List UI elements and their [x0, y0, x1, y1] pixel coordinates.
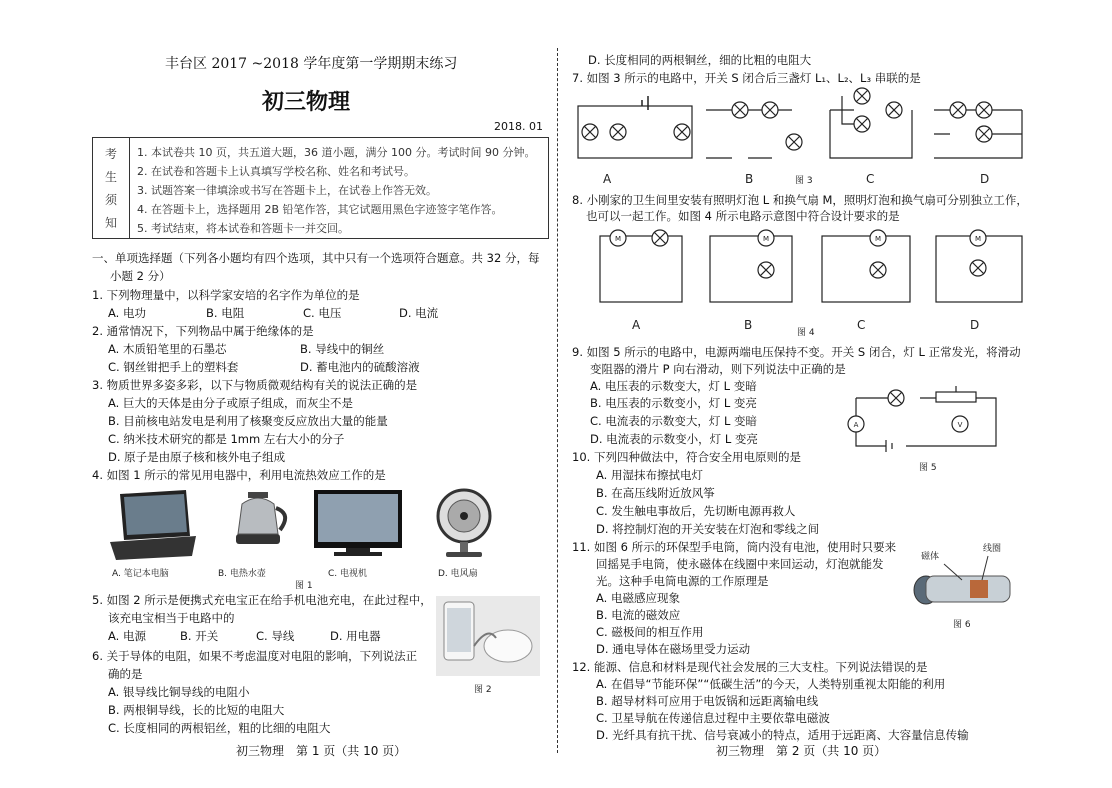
- figure-label: 图 6: [953, 620, 971, 630]
- option-label: D: [970, 318, 980, 332]
- figure-label: 图 2: [474, 685, 492, 695]
- option-label: D: [980, 172, 990, 186]
- notice-label: [93, 138, 130, 238]
- option: A. 用湿抹布擦拭电灯: [596, 468, 703, 482]
- figure-caption: C. 电视机: [328, 569, 368, 579]
- option: B. 电阻: [206, 306, 245, 320]
- option-label: C: [857, 318, 866, 332]
- option: A. 巨大的天体是由分子或原子组成，而灰尘不是: [108, 396, 353, 410]
- option: A. 电源: [108, 629, 146, 643]
- question-6-cont: 确的是: [108, 667, 143, 681]
- question-11-cont: 光。这种手电筒电源的工作原理是: [596, 574, 769, 588]
- option: C. 磁极间的相互作用: [596, 625, 704, 639]
- exam-date: 2018. 01: [494, 120, 543, 133]
- page-title: 初三物理: [262, 89, 351, 115]
- notice-item: 3. 试题答案一律填涂或书写在答题卡上，在试卷上作答无效。: [137, 184, 437, 197]
- option: C. 导线: [256, 629, 295, 643]
- option: D. 通电导体在磁场里受力运动: [596, 642, 751, 656]
- option: A. 银导线比铜导线的电阻小: [108, 685, 250, 699]
- section-heading-cont: 小题 2 分）: [110, 269, 171, 283]
- notice-label-char: 知: [104, 216, 117, 230]
- laptop-image: [110, 490, 196, 560]
- option: B. 电压表的示数变小，灯 L 变亮: [590, 396, 757, 410]
- question-3: 3. 物质世界多姿多彩，以下与物质微观结构有关的说法正确的是: [92, 378, 418, 392]
- option: D. 光纤具有抗干扰、信号衰减小的特点，适用于远距离、大容量信息传输: [596, 728, 969, 742]
- figure-annotation: 线圈: [983, 544, 1002, 554]
- figure-2-powerbank: [436, 596, 540, 676]
- notice-item: 1. 本试卷共 10 页，共五道大题，36 道小题，满分 100 分。考试时间 90 分钟。: [137, 146, 536, 159]
- question-11-cont: 回摇晃手电筒，使永磁体在线圈中来回运动，灯泡就能发: [596, 557, 884, 571]
- notice-item: 5. 考试结束，将本试卷和答题卡一并交回。: [137, 222, 349, 235]
- notice-item: 4. 在答题卡上，选择题用 2B 铅笔作答，其它试题用黑色字迹签字笔作答。: [137, 203, 503, 216]
- option: B. 目前核电站发电是利用了核聚变反应放出大量的能量: [108, 414, 388, 428]
- figure-4-circuits: [590, 226, 1030, 310]
- question-10: 10. 下列四种做法中，符合安全用电原则的是: [572, 450, 801, 464]
- svg-text:M: M: [974, 235, 982, 243]
- option: B. 两根铜导线，长的比短的电阻大: [108, 703, 285, 717]
- figure-caption: D. 电风扇: [438, 569, 478, 579]
- figure-label: 图 4: [797, 328, 815, 338]
- option-label: B: [744, 318, 753, 332]
- figure-3-circuits: [572, 86, 1032, 182]
- tv-image: [314, 490, 402, 556]
- notice-label-char: 须: [104, 193, 117, 207]
- question-12: 12. 能源、信息和材料是现代社会发展的三大支柱。下列说法错误的是: [572, 660, 928, 674]
- question-5-cont: 该充电宝相当于电路中的: [108, 611, 235, 625]
- exam-school-title: 丰台区 2017 ~2018 学年度第一学期期末练习: [165, 56, 458, 72]
- option: D. 电流表的示数变小，灯 L 变亮: [590, 432, 758, 446]
- option: D. 将控制灯泡的开关安装在灯泡和零线之间: [596, 522, 820, 536]
- question-11: 11. 如图 6 所示的环保型手电筒，筒内没有电池，使用时只要来: [572, 540, 897, 554]
- option: C. 电流表的示数变大，灯 L 变暗: [590, 414, 758, 428]
- option: D. 用电器: [330, 629, 381, 643]
- question-2: 2. 通常情况下，下列物品中属于绝缘体的是: [92, 324, 314, 338]
- option: C. 纳米技术研究的都是 1mm 左右大小的分子: [108, 432, 345, 446]
- question-4: 4. 如图 1 所示的常见用电器中，利用电流热效应工作的是: [92, 468, 386, 482]
- notice-item: 2. 在试卷和答题卡上认真填写学校名称、姓名和考试号。: [137, 165, 415, 178]
- question-8: 8. 小刚家的卫生间里安装有照明灯泡 L 和换气扇 M，照明灯泡和换气扇可分别独立工作，: [572, 193, 1028, 207]
- question-8-cont: 也可以一起工作。如图 4 所示电路示意图中符合设计要求的是: [586, 209, 900, 223]
- question-6: 6. 关于导体的电阻，如果不考虑温度对电阻的影响，下列说法正: [92, 649, 418, 663]
- figure-label: 图 3: [795, 176, 813, 186]
- figure-caption: A. 笔记本电脑: [112, 569, 169, 579]
- kettle-image: [236, 492, 285, 544]
- question-9: 9. 如图 5 所示的电路中，电源两端电压保持不变。开关 S 闭合，灯 L 正常发光，将滑动: [572, 345, 1021, 359]
- option: A. 电磁感应现象: [596, 591, 680, 605]
- fan-image: [438, 490, 490, 557]
- option: A. 在倡导“节能环保”“低碳生活”的今天，人类特别重视太阳能的利用: [596, 677, 946, 691]
- question-5: 5. 如图 2 所示是便携式充电宝正在给手机电池充电，在此过程中，: [92, 593, 432, 607]
- option: B. 导线中的铜丝: [300, 342, 385, 356]
- option: D. 长度相同的两根铜丝，细的比粗的电阻大: [588, 53, 812, 67]
- option: B. 电流的磁效应: [596, 608, 681, 622]
- svg-text:M: M: [762, 235, 770, 243]
- option-label: C: [866, 172, 875, 186]
- section-heading: 一、单项选择题（下列各小题均有四个选项，其中只有一个选项符合题意。共 32 分，每: [92, 251, 540, 265]
- notice-label-char: 生: [104, 170, 117, 184]
- option: A. 电功: [108, 306, 146, 320]
- option-label: B: [745, 172, 754, 186]
- option: C. 长度相同的两根铝丝，粗的比细的电阻大: [108, 721, 331, 735]
- figure-annotation: 磁体: [921, 552, 940, 562]
- figure-5-circuit: [846, 380, 1006, 464]
- option: D. 蓄电池内的硫酸溶液: [300, 360, 420, 374]
- question-7: 7. 如图 3 所示的电路中，开关 S 闭合后三盏灯 L₁、L₂、L₃ 串联的是: [572, 71, 921, 85]
- question-1: 1. 下列物理量中，以科学家安培的名字作为单位的是: [92, 288, 360, 302]
- notice-box: [92, 137, 549, 239]
- figure-label: 图 1: [295, 581, 313, 591]
- svg-text:V: V: [957, 421, 963, 429]
- figure-label: 图 5: [919, 463, 937, 473]
- option: A. 木质铅笔里的石墨芯: [108, 342, 227, 356]
- option-label: A: [632, 318, 641, 332]
- svg-text:M: M: [874, 235, 882, 243]
- page-footer-left: 初三物理 第 1 页（共 10 页）: [236, 744, 407, 758]
- svg-text:M: M: [614, 235, 622, 243]
- figure-caption: B. 电热水壶: [218, 569, 266, 579]
- option: C. 电压: [303, 306, 342, 320]
- option: C. 钢丝钳把手上的塑料套: [108, 360, 239, 374]
- question-9-cont: 变阻器的滑片 P 向右滑动，则下列说法中正确的是: [590, 362, 846, 376]
- column-divider: [557, 48, 559, 753]
- option: C. 卫星导航在传递信息过程中主要依靠电磁波: [596, 711, 830, 725]
- svg-text:A: A: [853, 421, 859, 429]
- figure-1-appliances: [108, 484, 548, 579]
- option: A. 电压表的示数变大，灯 L 变暗: [590, 379, 757, 393]
- option: D. 原子是由原子核和核外电子组成: [108, 450, 286, 464]
- option: B. 超导材料可应用于电饭锅和远距离输电线: [596, 694, 819, 708]
- option: B. 在高压线附近放风筝: [596, 486, 715, 500]
- option: C. 发生触电事故后，先切断电源再救人: [596, 504, 796, 518]
- option-label: A: [603, 172, 612, 186]
- notice-label-char: 考: [104, 147, 117, 161]
- page-footer-right: 初三物理 第 2 页（共 10 页）: [716, 744, 887, 758]
- option: B. 开关: [180, 629, 219, 643]
- option: D. 电流: [399, 306, 439, 320]
